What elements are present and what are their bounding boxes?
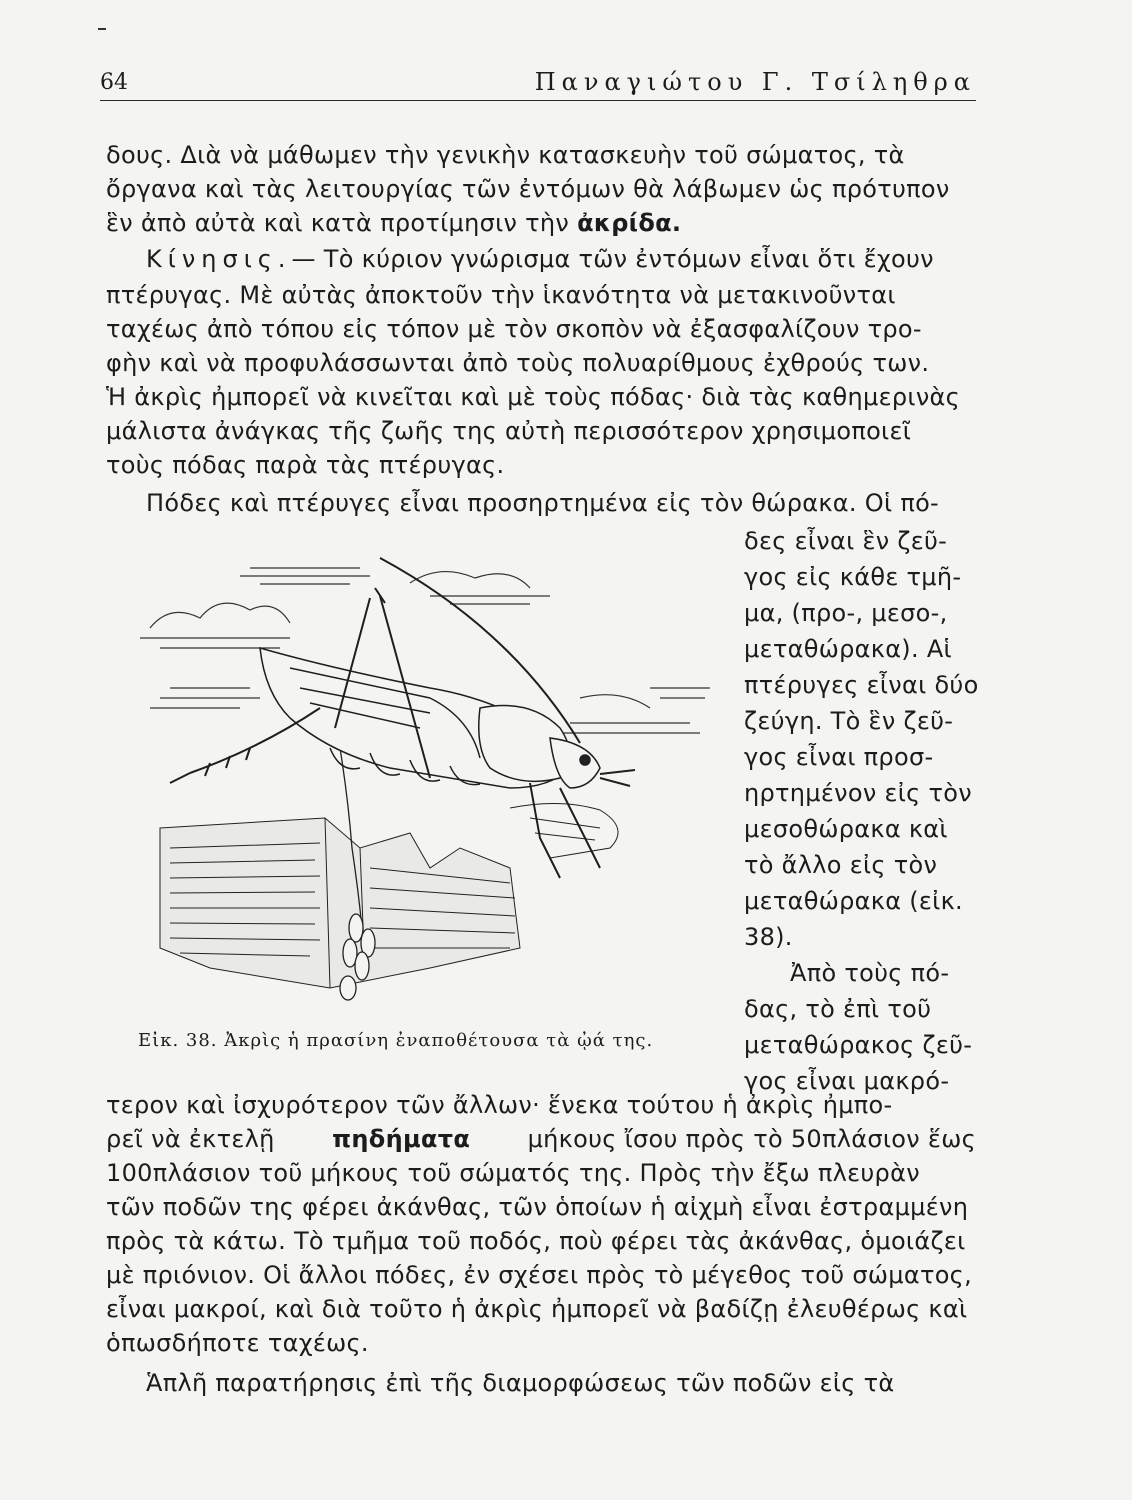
text-line (106, 206, 976, 240)
column-line: Ἀπὸ τοὺς πό- (790, 959, 950, 987)
text-line (106, 1122, 976, 1156)
text-line: ὁπωσδήποτε ταχέως. (106, 1329, 369, 1357)
column-line: μεταθώρακος ζεῦ- (744, 1031, 973, 1059)
text-line: μάλιστα ἀνάγκας τῆς ζωῆς της αὐτὴ περισσότερον χρησιμοποιεῖ (106, 417, 912, 445)
column-line: μεταθώρακα). Αἱ (744, 635, 952, 663)
column-line: 38). (744, 923, 793, 951)
text-line: Ἁπλῆ παρατήρησις ἐπὶ τῆς διαμορφώσεως τῶν ποδῶν εἰς τὰ (146, 1369, 895, 1397)
bold-term-pidimata: πηδήματα (332, 1125, 471, 1153)
text-line: 100πλάσιον τοῦ μήκους τοῦ σώματός της. Πρὸς τὴν ἔξω πλευρὰν (106, 1159, 920, 1187)
column-line: γος εἶναι μακρό- (744, 1067, 950, 1095)
running-header (100, 66, 976, 101)
text-span: μήκους ἴσου πρὸς τὸ 50πλάσιον ἕως (527, 1125, 976, 1153)
column-line: δας, τὸ ἐπὶ τοῦ (744, 995, 932, 1023)
text-line (146, 242, 976, 276)
column-line: γος εἰς κάθε τμῆ- (744, 563, 962, 591)
column-line: μεταθώρακα (εἰκ. (744, 887, 963, 915)
section-heading-kinisis: Κίνησις. (146, 245, 292, 273)
running-author: Παναγιώτου Γ. Τσίληθρα (534, 68, 976, 96)
text-line: δους. Διὰ νὰ μάθωμεν τὴν γενικὴν κατασκευὴν τοῦ σώματος, τὰ (106, 141, 905, 169)
column-line: μεσοθώρακα καὶ (744, 815, 948, 843)
column-line: δες εἶναι ἓν ζεῦ- (744, 527, 948, 555)
text-line: Πόδες καὶ πτέρυγες εἶναι προσηρτημένα εἰς τὸν θώρακα. Οἱ πό- (146, 489, 940, 517)
text-line: τερον καὶ ἰσχυρότερον τῶν ἄλλων· ἕνεκα τούτου ἡ ἀκρὶς ἠμπο- (106, 1091, 893, 1119)
text-span: — Τὸ κύριον γνώρισμα τῶν ἐντόμων εἶναι ὅτι ἔχουν (291, 245, 934, 273)
text-line: τῶν ποδῶν της φέρει ἀκάνθας, τῶν ὁποίων ἡ αἰχμὴ εἶναι ἐστραμμένη (106, 1193, 969, 1221)
figure-caption: Εἰκ. 38. Ἀκρὶς ἡ πρασίνη ἐναποθέτουσα τὰ ᾠά της. (138, 1030, 654, 1051)
text-line: πτέρυγας. Μὲ αὐτὰς ἀποκτοῦν τὴν ἱκανότητα νὰ μετακινοῦνται (106, 281, 896, 309)
grasshopper-illustration (130, 548, 720, 1018)
column-line: γος εἶναι προσ- (744, 743, 934, 771)
text-span: ἓν ἀπὸ αὐτὰ καὶ κατὰ προτίμησιν τὴν (106, 209, 570, 237)
text-line: ὄργανα καὶ τὰς λειτουργίας τῶν ἐντόμων θὰ λάβωμεν ὡς πρότυπον (106, 175, 950, 203)
text-line: φὴν καὶ νὰ προφυλάσσωνται ἀπὸ τοὺς πολυαρίθμους ἐχθρούς των. (106, 349, 930, 377)
text-line: τοὺς πόδας παρὰ τὰς πτέρυγας. (106, 451, 505, 479)
column-line: ηρτημένον εἰς τὸν (744, 779, 972, 807)
text-line: πρὸς τὰ κάτω. Τὸ τμῆμα τοῦ ποδός, ποὺ φέρει τὰς ἀκάνθας, ὁμοιάζει (106, 1227, 966, 1255)
column-line: μα, (προ-, μεσο-, (744, 599, 948, 627)
text-span: ρεῖ νὰ ἐκτελῇ (106, 1125, 275, 1153)
column-line: ζεύγη. Τὸ ἓν ζεῦ- (744, 707, 954, 735)
margin-mark (98, 28, 106, 30)
page-number: 64 (100, 70, 128, 95)
column-line: πτέρυγες εἶναι δύο (744, 671, 979, 699)
column-line: τὸ ἄλλο εἰς τὸν (744, 851, 938, 879)
text-line: Ἡ ἀκρὶς ἠμπορεῖ νὰ κινεῖται καὶ μὲ τοὺς πόδας· διὰ τὰς καθημερινὰς (106, 383, 961, 411)
text-line: μὲ πριόνιον. Οἱ ἄλλοι πόδες, ἐν σχέσει πρὸς τὸ μέγεθος τοῦ σώματος, (106, 1261, 972, 1289)
text-line: εἶναι μακροί, καὶ διὰ τοῦτο ἡ ἀκρὶς ἠμπορεῖ νὰ βαδίζῃ ἐλευθέρως καὶ (106, 1295, 968, 1323)
text-line: ταχέως ἀπὸ τόπου εἰς τόπον μὲ τὸν σκοπὸν νὰ ἐξασφαλίζουν τρο- (106, 315, 922, 343)
bold-term-akrida: ἀκρίδα. (577, 209, 682, 237)
